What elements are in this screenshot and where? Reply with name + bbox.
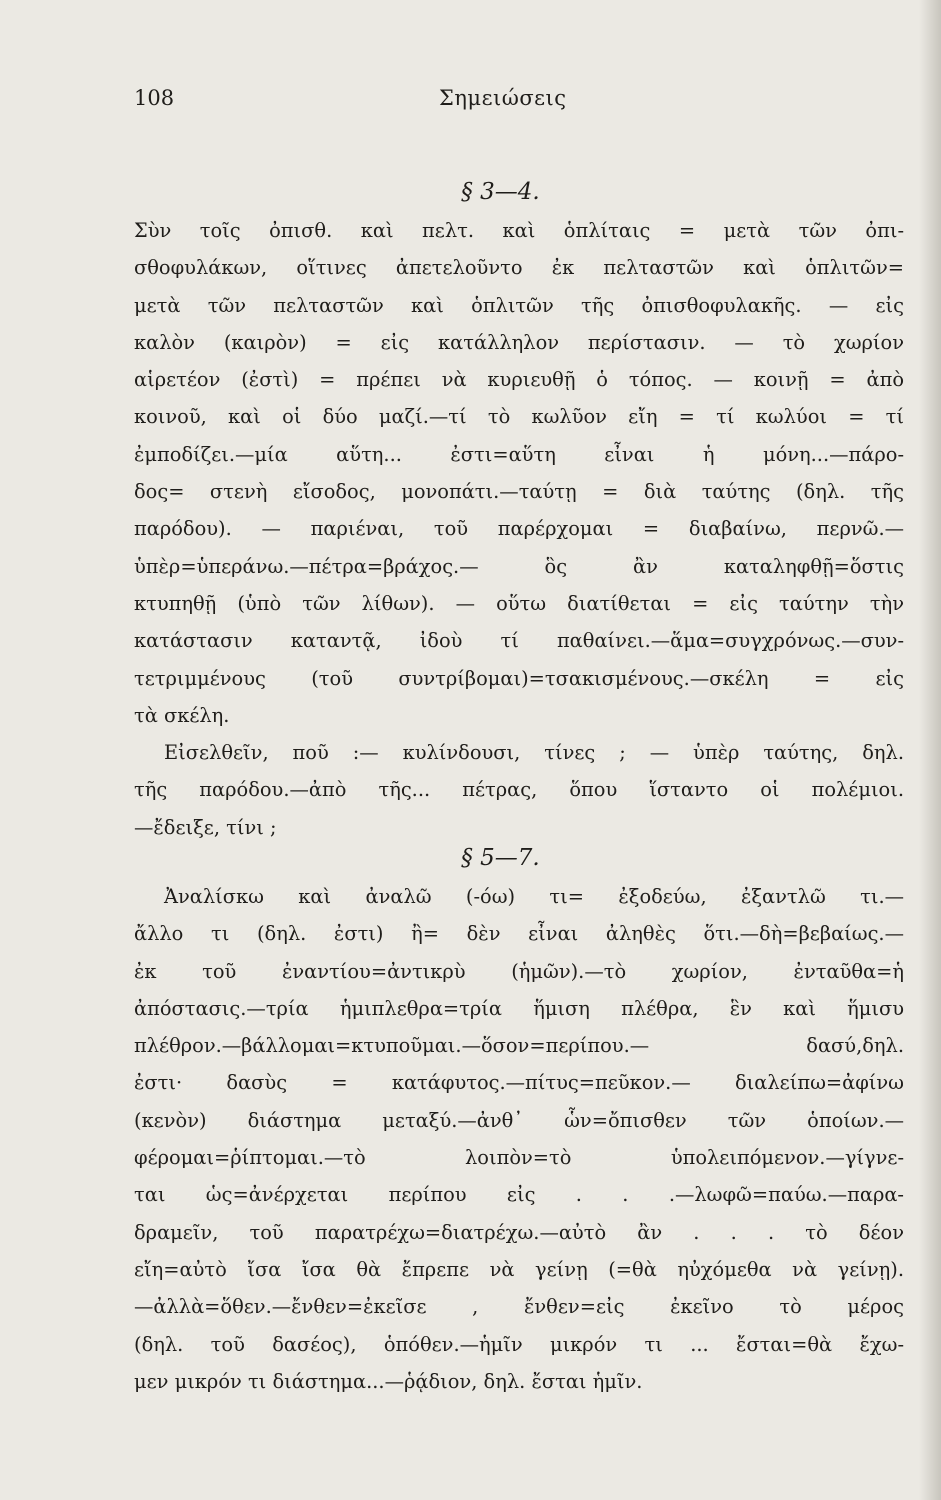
text-line: τῆς παρόδου.—ἀπὸ τῆς... πέτρας, ὅπου ἵσταντο οἱ πολέμιοι.: [134, 778, 904, 802]
text-line: —ἔδειξε, τίνι ;: [134, 815, 277, 839]
text-line: μεν μικρόν τι διάστημα...—ῥᾴδιον, δηλ. ἔσται ἡμῖν.: [134, 1369, 643, 1393]
text-line: (κενὸν) διάστημα μεταξύ.—ἀνθ᾽ ὧν=ὄπισθεν τῶν ὁποίων.—: [134, 1108, 904, 1132]
text-line: κατάστασιν καταντᾷ, ἰδοὺ τί παθαίνει.—ἅμα=συγχρόνως.—συν-: [134, 629, 904, 653]
page-number: 108: [134, 86, 175, 110]
text-line: εἴη=αὐτὸ ἴσα ἴσα θὰ ἔπρεπε νὰ γείνῃ (=θὰ ηὐχόμεθα νὰ γείνῃ).: [134, 1257, 904, 1281]
text-line: τὰ σκέλη.: [134, 703, 230, 727]
text-line: σθοφυλάκων, οἵτινες ἀπετελοῦντο ἐκ πελταστῶν καὶ ὁπλιτῶν=: [134, 256, 904, 280]
text-line: μετὰ τῶν πελταστῶν καὶ ὁπλιτῶν τῆς ὀπισθοφυλακῆς. — εἰς: [134, 293, 904, 317]
text-line: ἄλλο τι (δηλ. ἐστι) ἢ= δὲν εἶναι ἀληθὲς ὅτι.—δὴ=βεβαίως.—: [134, 922, 904, 946]
running-title: Σημειώσεις: [439, 86, 567, 110]
commentary-block-3-4: [134, 212, 904, 846]
running-head: [134, 86, 904, 116]
text-line: ἐκ τοῦ ἐναντίου=ἀντικρὺ (ἡμῶν).—τὸ χωρίον, ἐνταῦθα=ἡ: [134, 959, 904, 983]
text-line: ἐμποδίζει.—μία αὕτη... ἐστι=αὕτη εἶναι ἡ μόνη...—πάρο-: [134, 442, 904, 466]
section-heading-5-7: § 5—7.: [461, 845, 540, 871]
text-line: φέρομαι=ῥίπτομαι.—τὸ λοιπὸν=τὸ ὑπολειπόμενον.—γίγνε-: [134, 1146, 904, 1170]
text-line: ἐστι· δασὺς = κατάφυτος.—πίτυς=πεῦκον.— διαλείπω=ἀφίνω: [134, 1071, 904, 1095]
text-line: πλέθρον.—βάλλομαι=κτυποῦμαι.—ὅσον=περίπου.— δασύ,δηλ.: [134, 1034, 904, 1058]
text-line: καλὸν (καιρὸν) = εἰς κατάλληλον περίστασιν. — τὸ χωρίον: [134, 330, 904, 354]
text-line: κοινοῦ, καὶ οἱ δύο μαζί.—τί τὸ κωλῦον εἴη = τί κωλύοι = τί: [134, 405, 904, 429]
text-line: δραμεῖν, τοῦ παρατρέχω=διατρέχω.—αὐτὸ ἂν . . . τὸ δέον: [134, 1220, 904, 1244]
text-line: —ἀλλὰ=ὅθεν.—ἔνθεν=ἐκεῖσε , ἔνθεν=εἰς ἐκεῖνο τὸ μέρος: [134, 1295, 904, 1319]
text-line: Εἰσελθεῖν, ποῦ :— κυλίνδουσι, τίνες ; — ὑπὲρ ταύτης, δηλ.: [164, 741, 904, 765]
text-line: ται ὡς=ἀνέρχεται περίπου εἰς . . .—λωφῶ=παύω.—παρα-: [134, 1183, 904, 1207]
text-line: αἱρετέον (ἐστὶ) = πρέπει νὰ κυριευθῇ ὁ τόπος. — κοινῇ = ἀπὸ: [134, 368, 904, 392]
text-line: τετριμμένους (τοῦ συντρίβομαι)=τσακισμένους.—σκέλη = εἰς: [134, 666, 904, 690]
text-line: παρόδου). — παριέναι, τοῦ παρέρχομαι = διαβαίνω, περνῶ.—: [134, 517, 904, 541]
commentary-block-5-7: [134, 878, 904, 1400]
section-heading-3-4: § 3—4.: [461, 179, 540, 205]
text-line: κτυπηθῇ (ὑπὸ τῶν λίθων). — οὕτω διατίθεται = εἰς ταύτην τὴν: [134, 591, 904, 615]
text-line: Σὺν τοῖς ὀπισθ. καὶ πελτ. καὶ ὁπλίταις = μετὰ τῶν ὀπι-: [134, 219, 904, 242]
text-line: δος= στενὴ εἴσοδος, μονοπάτι.—ταύτῃ = διὰ ταύτης (δηλ. τῆς: [134, 480, 904, 504]
text-line: ἀπόστασις.—τρία ἡμιπλεθρα=τρία ἥμιση πλέθρα, ἓν καὶ ἥμισυ: [134, 996, 904, 1020]
text-line: (δηλ. τοῦ δασέος), ὁπόθεν.—ἡμῖν μικρόν τι ... ἔσται=θὰ ἔχω-: [134, 1332, 904, 1356]
text-line: Ἀναλίσκω καὶ ἀναλῶ (-όω) τι= ἐξοδεύω, ἐξαντλῶ τι.—: [164, 885, 904, 908]
text-line: ὑπὲρ=ὑπεράνω.—πέτρα=βράχος.— ὃς ἂν καταληφθῇ=ὅστις: [134, 554, 904, 578]
